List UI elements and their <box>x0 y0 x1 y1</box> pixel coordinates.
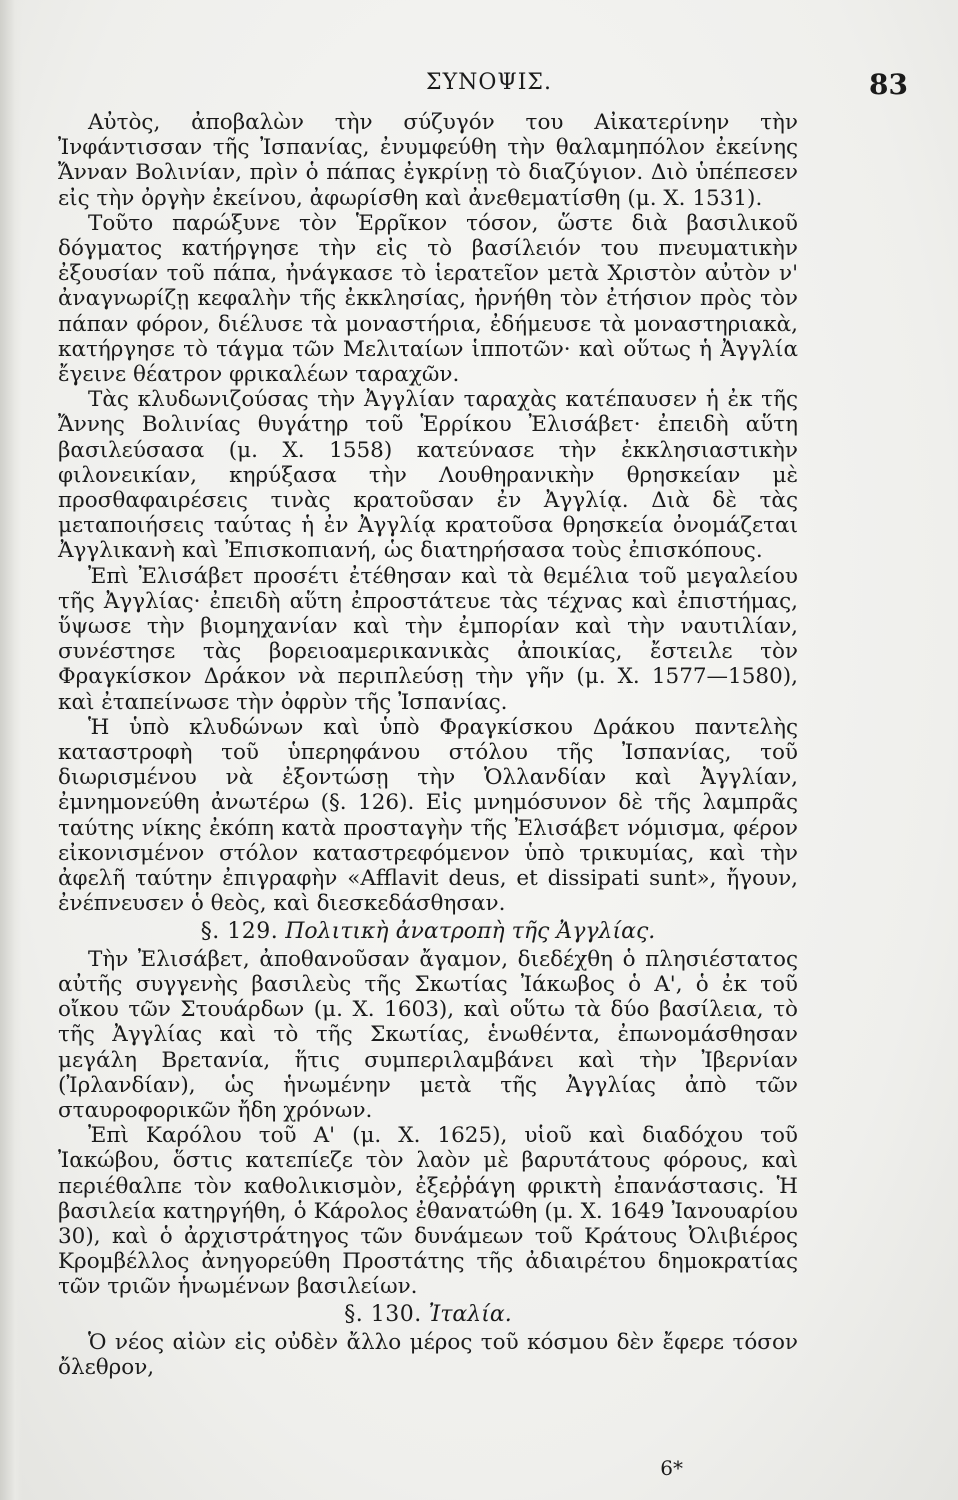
section-title-129: Πολιτικὴ ἀνατροπὴ τῆς Ἀγγλίας. <box>285 918 656 944</box>
paragraph-5: Ἡ ὑπὸ κλυδώνων καὶ ὑπὸ Φραγκίσκου Δράκου παντελὴς καταστροφὴ τοῦ ὑπερηφάνου στόλου τῆς Ἰσπανίας, τοῦ διωρισμένου νὰ ἐξοντώσῃ τὴν Ὁλλανδίαν καὶ Ἀγγλίαν, ἐμνημονεύθη ἀνωτέρω (§. 126). Εἰς μνημόσυνον δὲ τῆς λαμπρᾶς ταύτης νίκης ἐκόπη κατὰ προσταγὴν τῆς Ἐλισάβετ νόμισμα, φέρον εἰκονισμένον στόλον καταστρεφόμενον ὑπὸ τρικυμίας, καὶ τὴν ἀφελῆ ταύτην ἐπιγραφὴν «Afflavit deus, et dissipati sunt», ἤγουν, ἐνέπνευσεν ὁ θεὸς, καὶ διεσκεδάσθησαν. <box>58 714 798 917</box>
paragraph-3: Τὰς κλυδωνιζούσας τὴν Ἀγγλίαν ταραχὰς κατέπαυσεν ἡ ἐκ τῆς Ἄννης Βολινίας θυγάτηρ τοῦ Ἑρρίκου Ἐλισάβετ· ἐπειδὴ αὕτη βασιλεύσασα (μ. Χ. 1558) κατεύνασε τὴν ἐκκλησιαστικὴν φιλονεικίαν, κηρύξασα τὴν Λουθηρανικὴν θρησκείαν μὲ προσθαφαιρέσεις τινὰς κρατοῦσαν ἐν Ἀγγλίᾳ. Διὰ δὲ τὰς μεταποιήσεις ταύτας ἡ ἐν Ἀγγλίᾳ κρατοῦσα θρησκεία ὀνομάζεται Ἀγγλικανὴ καὶ Ἐπισκοπιανή, ὡς διατηρήσασα τοὺς ἐπισκόπους. <box>58 387 798 564</box>
paragraph-2: Τοῦτο παρώξυνε τὸν Ἑρρῖκον τόσον, ὥστε διὰ βασιλικοῦ δόγματος κατήργησε τὴν εἰς τὸ βασίλειόν του πνευματικὴν ἐξουσίαν τοῦ πάπα, ἠνάγκασε τὸ ἱερατεῖον μετὰ Χριστὸν αὐτὸν ν' ἀναγνωρίζῃ κεφαλὴν τῆς ἐκκλησίας, ἠρνήθη τὸν ἐτήσιον πρὸς τὸν πάπαν φόρον, διέλυσε τὰ μοναστήρια, ἐδήμευσε τὰ μοναστηριακὰ, κατήργησε τὸ τάγμα τῶν Μελιταίων ἱπποτῶν· καὶ οὕτως ἡ Ἀγγλία ἔγεινε θέατρον φρικαλέων ταραχῶν. <box>58 210 798 388</box>
paragraph-4: Ἐπὶ Ἐλισάβετ προσέτι ἐτέθησαν καὶ τὰ θεμέλια τοῦ μεγαλείου τῆς Ἀγγλίας· ἐπειδὴ αὕτη ἐπροστάτευε τὰς τέχνας καὶ ἐπιστήμας, ὕψωσε τὴν βιομηχανίαν καὶ τὴν ἐμπορίαν καὶ τὴν ναυτιλίαν, συνέστησε τὰς βορειοαμερικανικὰς ἀποικίας, ἔστειλε τὸν Φραγκίσκον Δράκον νὰ περιπλεύσῃ τὴν γῆν (μ. Χ. 1577—1580), καὶ ἐταπείνωσε τὴν ὀφρὺν τῆς Ἰσπανίας. <box>58 563 798 715</box>
page-header <box>60 70 918 110</box>
paragraph-130-1: Ὁ νέος αἰὼν εἰς οὐδὲν ἄλλο μέρος τοῦ κόσμου δὲν ἔφερε τόσον ὄλεθρον, <box>58 1329 798 1380</box>
section-title-130: Ἰταλία. <box>428 1301 512 1327</box>
paragraph-129-2: Ἐπὶ Καρόλου τοῦ Α' (μ. Χ. 1625), υἱοῦ καὶ διαδόχου τοῦ Ἰακώβου, ὅστις κατεπίεζε τὸν λαὸν μὲ βαρυτάτους φόρους, καὶ περιέθαλπε τὸν καθολικισμὸν, ἐξεῤῥάγη φρικτὴ ἐπανάστασις. Ἡ βασιλεία κατηργήθη, ὁ Κάρολος ἐθανατώθη (μ. Χ. 1649 Ἰανουαρίου 30), καὶ ὁ ἀρχιστράτηγος τῶν δυνάμεων τοῦ Κράτους Ὀλιβιέρος Κρομβέλλος ἀνηγορεύθη Προστάτης τῆς ἀδιαιρέτου δημοκρατίας τῶν τριῶν ἡνωμένων βασιλείων. <box>58 1123 798 1300</box>
signature-mark: 6* <box>660 1456 683 1480</box>
section-number-129: §. 129. <box>200 918 279 944</box>
page-number: 83 <box>869 68 908 101</box>
section-number-130: §. 130. <box>344 1301 422 1327</box>
section-heading-129 <box>58 919 798 944</box>
paragraph-1: Αὐτὸς, ἀποβαλὼν τὴν σύζυγόν του Αἰκατερίνην τὴν Ἰνφάντισσαν τῆς Ἰσπανίας, ἐνυμφεύθη τὴν θαλαμηπόλον ἐκείνης Ἄνναν Βολινίαν, πρὶν ὁ πάπας ἐγκρίνῃ τὸ διαζύγιον. Διὸ ὑπέπεσεν εἰς τὴν ὀργὴν ἐκείνου, ἀφωρίσθη καὶ ἀνεθεματίσθη (μ. Χ. 1531). <box>58 110 798 211</box>
paragraph-129-1: Τὴν Ἐλισάβετ, ἀποθανοῦσαν ἄγαμον, διεδέχθη ὁ πλησιέστατος αὐτῆς συγγενὴς βασιλεὺς τῆς Σκωτίας Ἰάκωβος ὁ Α', ὁ ἐκ τοῦ οἴκου τῶν Στουάρδων (μ. Χ. 1603), καὶ οὕτω τὰ δύο βασίλεια, τὸ τῆς Ἀγγλίας καὶ τὸ τῆς Σκωτίας, ἑνωθέντα, ἐπωνομάσθησαν μεγάλη Βρετανία, ἥτις συμπεριλαμβάνει καὶ τὴν Ἰβερνίαν (Ἰρλανδίαν), ὡς ἡνωμένην μετὰ τῆς Ἀγγλίας ἀπὸ τῶν σταυροφορικῶν ἤδη χρόνων. <box>58 946 798 1123</box>
body-text <box>58 110 798 1380</box>
running-title: ΣΥΝΟΨΙΣ. <box>426 70 552 95</box>
page-gutter-shadow <box>0 0 22 1500</box>
section-heading-130 <box>58 1302 798 1327</box>
